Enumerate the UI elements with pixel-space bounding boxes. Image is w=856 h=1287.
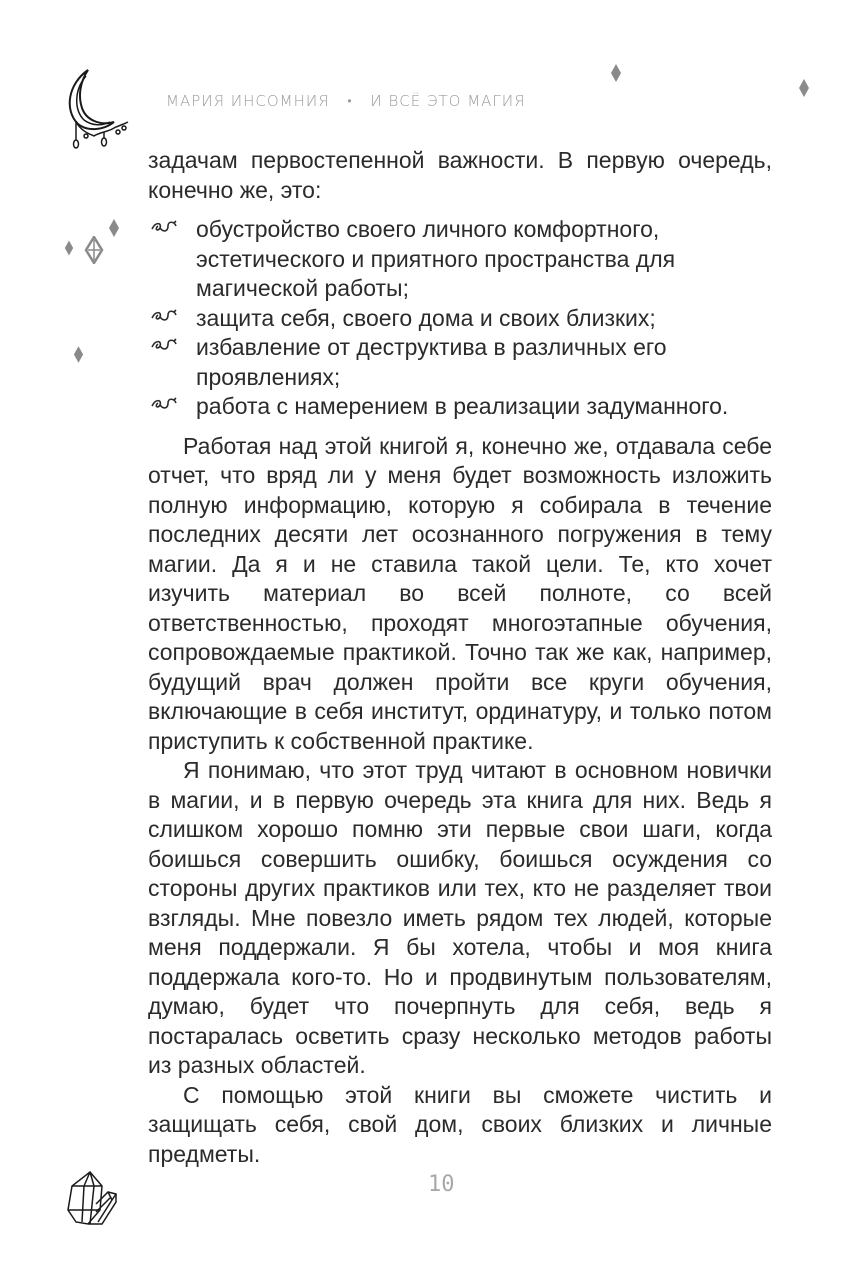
diamond-sparkle-icon — [64, 240, 74, 256]
intro-paragraph: задачам первостепенной важности. В первую очередь, конечно же, это: — [148, 147, 772, 203]
curl-flourish-icon — [150, 217, 178, 237]
list-item — [196, 392, 772, 422]
crescent-moon-icon — [64, 66, 136, 156]
page-body — [148, 146, 772, 1169]
header-book-title: И ВСЁ ЭТО МАГИЯ — [370, 92, 526, 110]
curl-flourish-icon — [150, 335, 178, 355]
diamond-sparkle-icon — [798, 79, 810, 97]
diamond-sparkle-icon — [108, 219, 120, 237]
diamond-sparkle-icon — [610, 64, 622, 82]
body-paragraph: С помощью этой книги вы сможете чистить и защищать себя, свой дом, своих близких и личные предметы. — [148, 1081, 772, 1167]
list-item-text: избавление от деструктива в различных его проявлениях; — [196, 334, 667, 390]
curl-flourish-icon — [150, 306, 178, 326]
list-item — [196, 215, 772, 304]
list-item-text: защита себя, своего дома и своих близких; — [196, 304, 656, 331]
list-item-text: обустройство своего личного комфортного, эстетического и приятного пространства для магической работы; — [196, 216, 676, 301]
bullet-list — [148, 215, 772, 422]
crystal-cluster-icon — [62, 1170, 120, 1228]
body-paragraph: Работая над этой книгой я, конечно же, отдавала себе отчет, что вряд ли у меня будет возможность изложить полную информацию, которую я собирала в течение последних десяти лет осознанного погружения в тему магии. Да я и не ставила такой цели. Те, кто хочет изучить материал во всей полноте, со всей ответственностью, проходят многоэтапные обучения, сопровождаемые практикой. Точно так же как, например, будущий врач должен пройти все круги обучения, включающие в себя институт, ординатуру, и только потом приступить к собственной практике. — [148, 432, 772, 754]
list-item-text: работа с намерением в реализации задуманного. — [196, 393, 729, 419]
list-item — [196, 333, 772, 392]
body-paragraph: Я понимаю, что этот труд читают в основном новички в магии, и в первую очередь эта книга для них. Ведь я слишком хорошо помню эти первые свои шаги, когда боишься совершить ошибку, боишься осуждения со стороны других практиков или тех, кто не разделяет твои взгляды. Мне повезло иметь рядом тех людей, которые меня поддержали. Я бы хотела, чтобы и моя книга поддержала кого-то. Но и продвинутым пользователям, думаю, будет что почерпнуть для себя, ведь я постаралась осветить сразу несколько методов работы из разных областей. — [148, 757, 772, 1078]
list-item — [196, 304, 772, 334]
page-number: 10 — [428, 1172, 455, 1197]
diamond-sparkle-icon — [73, 346, 84, 363]
running-header — [166, 92, 526, 110]
curl-flourish-icon — [150, 394, 178, 414]
header-author: МАРИЯ ИНСОМНИЯ — [166, 92, 330, 110]
diamond-outline-sparkle-icon — [84, 236, 104, 264]
header-separator: • — [347, 94, 353, 108]
